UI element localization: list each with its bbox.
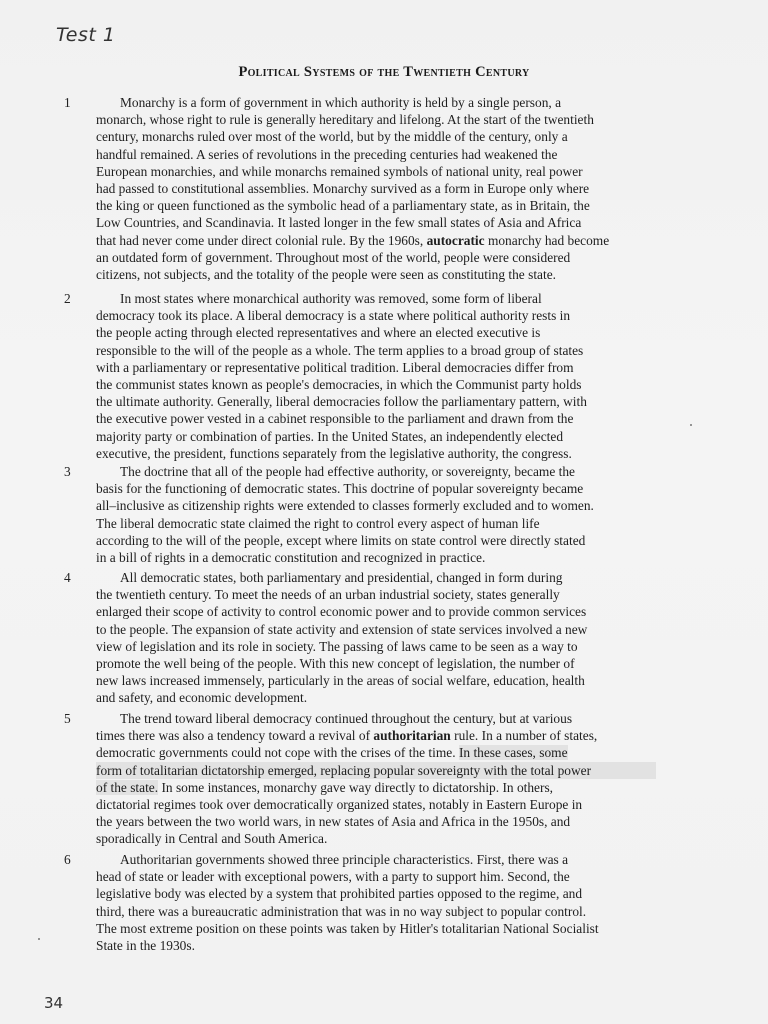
- paragraph-5: [96, 710, 656, 848]
- paragraph-line: the communist states known as people's democracies, in which the Communist party holds: [96, 376, 582, 392]
- paragraph-line: with a parliamentary or representative political tradition. Liberal democracies differ from: [96, 359, 574, 375]
- test-label: Test 1: [56, 24, 116, 46]
- scan-speck: [38, 938, 40, 940]
- paragraph-line: of the state. In some instances, monarchy gave way directly to dictatorship. In others,: [96, 779, 554, 795]
- paragraph-4: [96, 569, 656, 707]
- paragraph-line: citizens, not subjects, and the totality of the people were seen as constituting the state.: [96, 266, 556, 282]
- paragraph-line: executive, the president, functions separately from the legislative authority, the congress.: [96, 445, 572, 461]
- paragraph-line: democracy took its place. A liberal democracy is a state where political authority rests in: [96, 308, 571, 324]
- paragraph-line: All democratic states, both parliamentary and presidential, changed in form during: [120, 570, 563, 585]
- paragraph-number-1: 1: [64, 95, 71, 110]
- paragraph-line: head of state or leader with exceptional powers, with a party to support him. Second, the: [96, 869, 570, 885]
- paragraph-line: the ultimate authority. Generally, liberal democracies follow the parliamentary pattern, with: [96, 394, 587, 410]
- paragraph-line: third, there was a bureaucratic administration that was in no way subject to popular control.: [96, 903, 587, 919]
- paragraph-line: European monarchies, and while monarchs remained symbols of national unity, real power: [96, 163, 583, 179]
- paragraph-line: Authoritarian governments showed three principle characteristics. First, there was a: [120, 852, 569, 867]
- paragraph-line: times there was also a tendency toward a revival of authoritarian rule. In a number of states,: [96, 728, 598, 744]
- paragraph-line: dictatorial regimes took over democratically organized states, notably in Eastern Europe in: [96, 796, 583, 812]
- paragraph-line: State in the 1930s.: [96, 937, 195, 953]
- paragraph-line: In most states where monarchical authority was removed, some form of liberal: [120, 291, 542, 306]
- paragraph-line: The most extreme position on these points was taken by Hitler's totalitarian National Socialist: [96, 920, 599, 936]
- paragraph-line: the king or queen functioned as the symbolic head of a parliamentary state, as in Britain, the: [96, 198, 590, 214]
- paragraph-line: the people acting through elected representatives and where an elected executive is: [96, 325, 541, 341]
- paragraph-line: monarch, whose right to rule is generally hereditary and lifelong. At the start of the twentieth: [96, 112, 594, 128]
- paragraph-line: basis for the functioning of democratic states. This doctrine of popular sovereignty became: [96, 481, 584, 497]
- paragraph-line: the twentieth century. To meet the needs of an urban industrial society, states generally: [96, 587, 560, 603]
- paragraph-number-5: 5: [64, 711, 71, 726]
- paragraph-line: had passed to constitutional assemblies. Monarchy survived as a form in Europe only where: [96, 180, 590, 196]
- paragraph-number-2: 2: [64, 291, 71, 306]
- paragraph-line: all–inclusive as citizenship rights were extended to classes formerly excluded and to women.: [96, 498, 594, 514]
- paragraph-line: according to the will of the people, except where limits on state control were directly stated: [96, 532, 586, 548]
- paragraph-line: in a bill of rights in a democratic constitution and recognized in practice.: [96, 549, 486, 565]
- paragraph-6: [96, 851, 656, 954]
- paragraph-2: [96, 290, 656, 462]
- paragraph-1: [96, 94, 656, 283]
- paragraph-line: The trend toward liberal democracy continued throughout the century, but at various: [120, 711, 573, 726]
- paragraph-line: Monarchy is a form of government in which authority is held by a single person, a: [120, 95, 562, 110]
- paragraph-line: enlarged their scope of activity to control economic power and to provide common services: [96, 604, 587, 620]
- paragraph-line: view of legislation and its role in society. The passing of laws came to be seen as a way to: [96, 638, 578, 654]
- paragraph-line: responsible to the will of the people as a whole. The term applies to a broad group of states: [96, 342, 584, 358]
- vocabulary-word: autocratic: [426, 232, 485, 248]
- paragraph-line: and safety, and economic development.: [96, 690, 308, 706]
- page-number: 34: [44, 994, 64, 1012]
- article-title: Political Systems of the Twentieth Century: [238, 64, 530, 80]
- paragraph-line: promote the well being of the people. With this new concept of legislation, the number of: [96, 655, 575, 671]
- paragraph-number-4: 4: [64, 570, 71, 585]
- paragraph-line: The liberal democratic state claimed the right to control every aspect of human life: [96, 515, 540, 531]
- vocabulary-word: authoritarian: [373, 728, 451, 744]
- paragraph-3: [96, 463, 656, 566]
- paragraph-line: the executive power vested in a cabinet responsible to the parliament and drawn from the: [96, 411, 574, 427]
- paragraph-line: century, monarchs ruled over most of the world, but by the middle of the century, only a: [96, 129, 568, 145]
- paragraph-number-6: 6: [64, 852, 71, 867]
- paragraph-line: Low Countries, and Scandinavia. It lasted longer in the few small states of Asia and Africa: [96, 215, 582, 231]
- paragraph-line: handful remained. A series of revolutions in the preceding centuries had weakened the: [96, 146, 558, 162]
- paragraph-line: democratic governments could not cope with the crises of the time. In these cases, some: [96, 745, 568, 761]
- paragraph-line: sporadically in Central and South America.: [96, 831, 328, 847]
- scan-speck: [690, 424, 692, 426]
- paragraph-line: majority party or combination of parties. In the United States, an independently elected: [96, 428, 564, 444]
- paragraph-line: legislative body was elected by a system that prohibited parties opposed to the regime, and: [96, 886, 583, 902]
- paragraph-line: to the people. The expansion of state activity and extension of state services involved a new: [96, 621, 588, 637]
- paragraph-line: The doctrine that all of the people had effective authority, or sovereignty, became the: [120, 464, 575, 479]
- paragraph-line: an outdated form of government. Throughout most of the world, people were considered: [96, 249, 571, 265]
- paragraph-number-3: 3: [64, 464, 71, 479]
- paragraph-line: new laws increased immensely, particularly in the areas of social welfare, education, health: [96, 673, 585, 689]
- paragraph-line-highlighted: form of totalitarian dictatorship emerged, replacing popular sovereignty with the total power: [96, 762, 656, 779]
- paragraph-line: the years between the two world wars, in new states of Asia and Africa in the 1950s, and: [96, 814, 571, 830]
- paragraph-line: that had never come under direct colonial rule. By the 1960s, autocratic monarchy had become: [96, 232, 610, 248]
